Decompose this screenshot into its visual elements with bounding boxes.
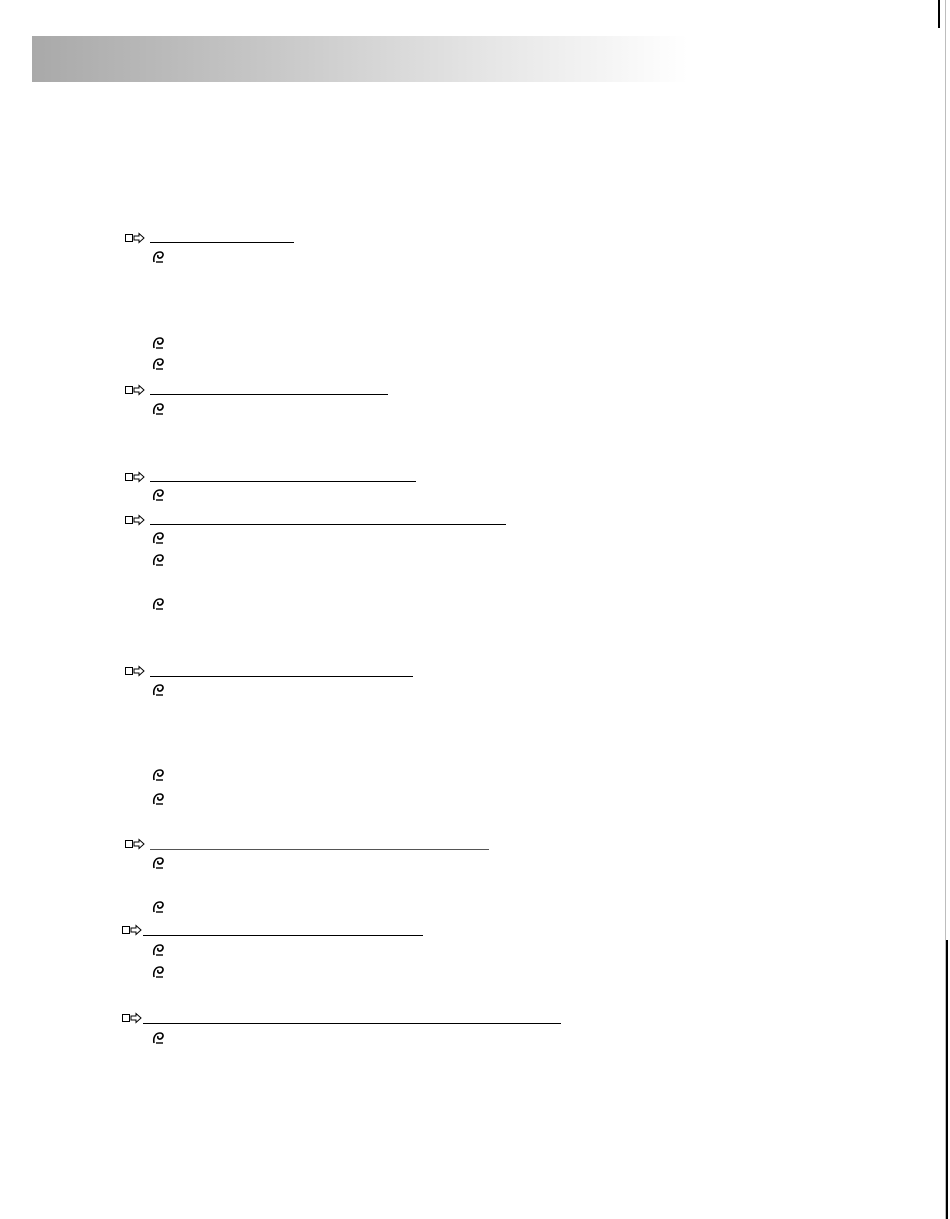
pointing-arrow-icon (122, 1012, 142, 1024)
curl-bullet-icon (151, 856, 165, 870)
section-heading-rule-2 (150, 394, 388, 395)
pointing-arrow-icon (125, 471, 145, 483)
curl-bullet-icon (151, 357, 165, 371)
curl-bullet-icon (151, 531, 165, 545)
section-heading-rule-1 (150, 242, 294, 243)
pointing-arrow-icon (122, 924, 142, 936)
pointing-arrow-icon (125, 514, 145, 526)
pointing-arrow-icon (125, 665, 145, 677)
section-heading-rule-8 (143, 1023, 561, 1024)
curl-bullet-icon (151, 402, 165, 416)
section-heading-rule-7 (143, 935, 423, 936)
pointing-arrow-icon (125, 232, 145, 244)
header-band (32, 36, 688, 82)
curl-bullet-icon (151, 683, 165, 697)
section-heading-rule-4 (150, 524, 506, 525)
curl-bullet-icon (151, 1031, 165, 1045)
pointing-arrow-icon (125, 838, 145, 850)
section-heading-rule-6 (150, 849, 489, 850)
curl-bullet-icon (151, 792, 165, 806)
curl-bullet-icon (151, 336, 165, 350)
section-heading-rule-5 (150, 676, 413, 677)
pointing-arrow-icon (125, 384, 145, 396)
curl-bullet-icon (151, 250, 165, 264)
curl-bullet-icon (151, 943, 165, 957)
page-edge-right-dark (946, 940, 948, 1219)
curl-bullet-icon (151, 900, 165, 914)
curl-bullet-icon (151, 553, 165, 567)
curl-bullet-icon (151, 768, 165, 782)
curl-bullet-icon (151, 488, 165, 502)
section-heading-rule-3 (150, 481, 416, 482)
curl-bullet-icon (151, 597, 165, 611)
curl-bullet-icon (151, 965, 165, 979)
page-edge-top (938, 0, 940, 28)
